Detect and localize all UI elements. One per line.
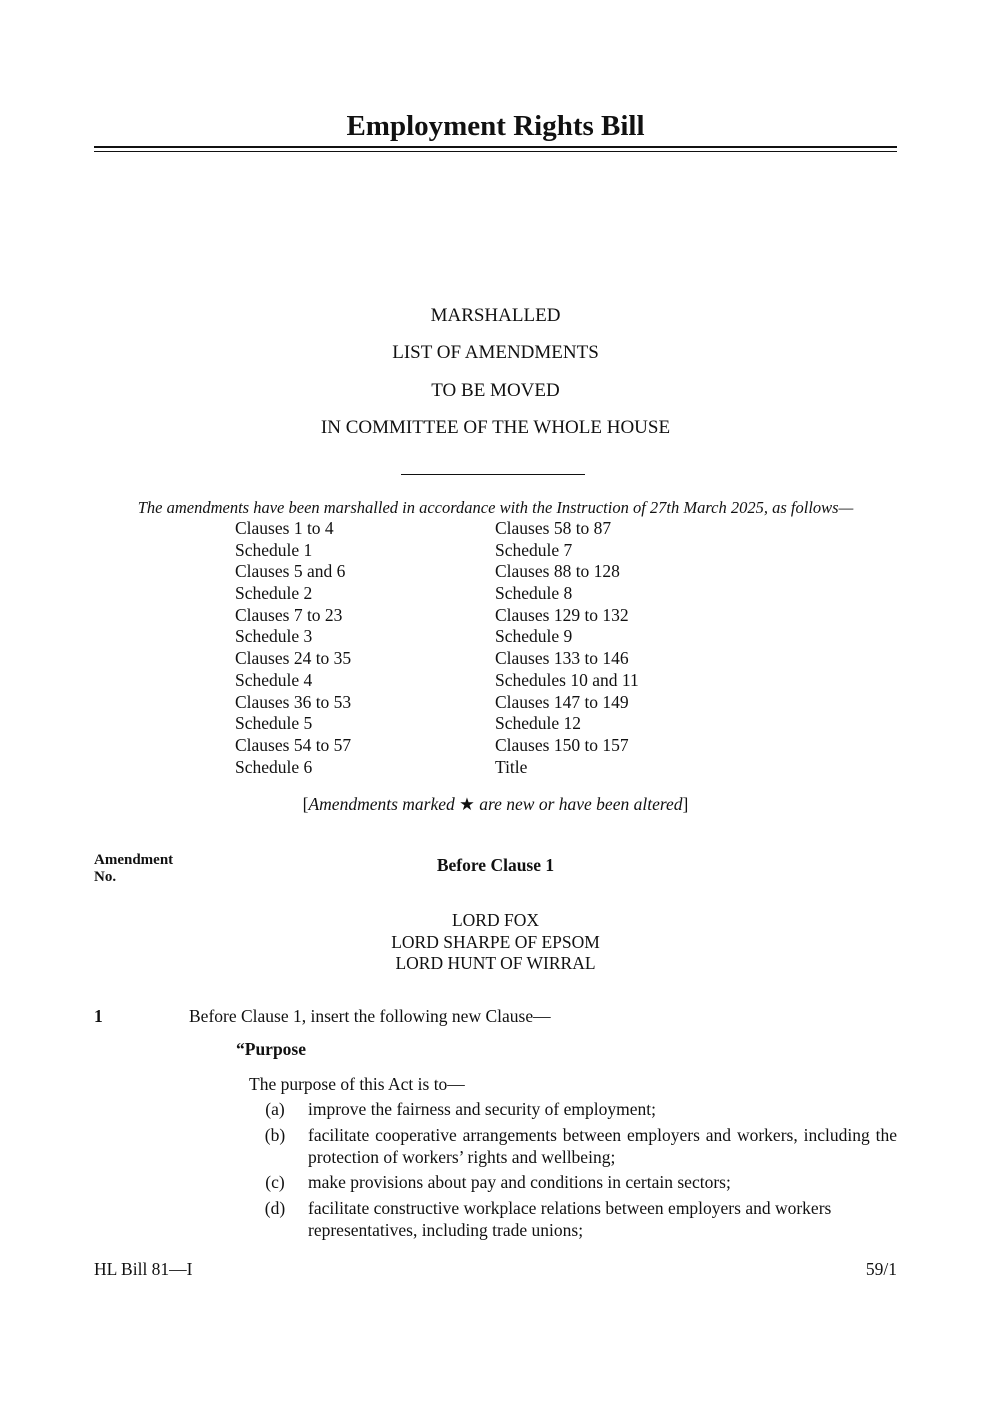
heading-line-2: LIST OF AMENDMENTS bbox=[392, 342, 599, 363]
item-text: facilitate cooperative arrangements between employers and workers, including the protection of workers’ rights and wellbeing; bbox=[308, 1125, 897, 1167]
order-item: Clauses 133 to 146 bbox=[495, 648, 629, 669]
note-bracket-open: [ bbox=[302, 794, 309, 814]
section-divider bbox=[401, 474, 585, 475]
order-item: Schedule 12 bbox=[495, 713, 582, 734]
amendment-instruction: Before Clause 1, insert the following new Clause— bbox=[189, 1006, 551, 1026]
item-label: (a) bbox=[265, 1099, 285, 1119]
section-heading: Before Clause 1 bbox=[436, 855, 555, 875]
order-item: Schedule 3 bbox=[235, 626, 313, 647]
marshalling-intro: The amendments have been marshalled in accordance with the Instruction of 27th March 2025, as follows— bbox=[137, 498, 854, 517]
item-label: (b) bbox=[264, 1125, 286, 1145]
sponsor-list bbox=[94, 910, 897, 975]
heading-line-4: IN COMMITTEE OF THE WHOLE HOUSE bbox=[320, 417, 671, 438]
order-item: Clauses 150 to 157 bbox=[495, 734, 629, 755]
note-text-end: are new or have been altered bbox=[474, 794, 683, 814]
note-bracket-close: ] bbox=[682, 794, 689, 814]
order-item: Schedule 2 bbox=[235, 583, 313, 604]
order-item: Clauses 58 to 87 bbox=[495, 518, 612, 538]
order-column-right bbox=[495, 518, 639, 778]
item-text: make provisions about pay and conditions in certain sectors; bbox=[308, 1172, 731, 1192]
note-text bbox=[308, 794, 682, 814]
item-text: improve the fairness and security of employment; bbox=[308, 1099, 656, 1119]
order-item: Schedule 5 bbox=[235, 713, 313, 734]
star-icon: ★ bbox=[459, 794, 475, 814]
order-item: Clauses 1 to 4 bbox=[235, 518, 334, 538]
heading-line-3: TO BE MOVED bbox=[431, 380, 560, 401]
item-label: (d) bbox=[264, 1198, 286, 1218]
note-text-start: Amendments marked bbox=[308, 794, 460, 814]
order-item: Schedules 10 and 11 bbox=[495, 669, 639, 690]
new-clause-title: “Purpose bbox=[236, 1039, 306, 1059]
order-item: Title bbox=[495, 756, 528, 777]
page-reference: 59/1 bbox=[865, 1259, 897, 1279]
document-title: Employment Rights Bill bbox=[346, 110, 645, 142]
order-item: Schedule 8 bbox=[495, 583, 573, 604]
order-item: Clauses 54 to 57 bbox=[235, 734, 352, 755]
order-item: Clauses 7 to 23 bbox=[235, 604, 343, 625]
title-rule-thin bbox=[94, 151, 897, 152]
amendment-header-line1: Amendment bbox=[94, 852, 174, 868]
purpose-lead: The purpose of this Act is to— bbox=[249, 1074, 465, 1094]
order-item: Clauses 36 to 53 bbox=[235, 691, 352, 712]
order-item: Clauses 88 to 128 bbox=[495, 561, 620, 582]
order-column-left bbox=[235, 518, 351, 778]
sponsor-name: LORD FOX bbox=[451, 910, 540, 930]
order-item: Schedule 1 bbox=[235, 539, 313, 560]
amendment-header-line2: No. bbox=[94, 869, 117, 885]
item-text: facilitate constructive workplace relations between employers and workers representatives, including trade unions; bbox=[308, 1198, 832, 1240]
sponsor-name: LORD SHARPE OF EPSOM bbox=[391, 931, 600, 952]
order-item: Schedule 6 bbox=[235, 756, 313, 777]
order-item: Schedule 7 bbox=[495, 539, 573, 560]
order-item: Schedule 9 bbox=[495, 626, 573, 647]
altered-amendments-note bbox=[94, 793, 897, 815]
bill-reference: HL Bill 81—I bbox=[94, 1259, 193, 1279]
order-item: Clauses 5 and 6 bbox=[235, 561, 346, 582]
item-label: (c) bbox=[265, 1172, 285, 1192]
order-item: Clauses 147 to 149 bbox=[495, 691, 629, 712]
order-item: Clauses 24 to 35 bbox=[235, 648, 352, 669]
amendment-number: 1 bbox=[94, 1006, 103, 1026]
heading-line-1: MARSHALLED bbox=[430, 305, 561, 326]
order-item: Schedule 4 bbox=[235, 669, 313, 690]
order-item: Clauses 129 to 132 bbox=[495, 604, 629, 625]
sponsor-name: LORD HUNT OF WIRRAL bbox=[395, 953, 596, 974]
title-rule-thick bbox=[94, 146, 897, 148]
